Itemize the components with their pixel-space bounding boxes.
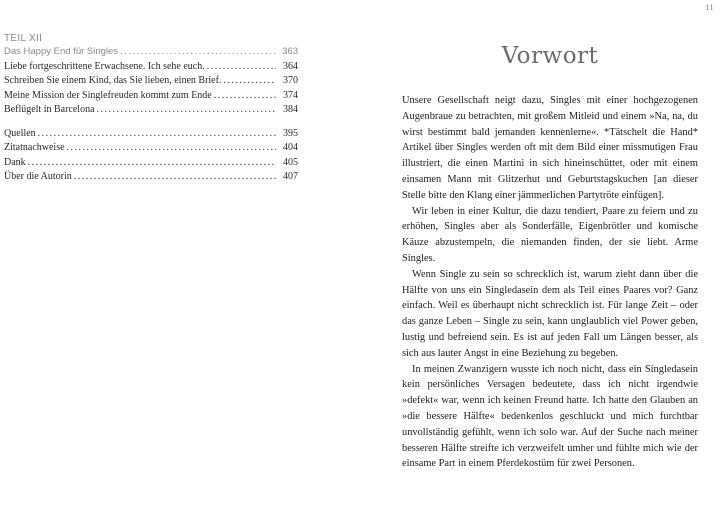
paragraph: In meinen Zwanzigern wusste ich noch nicht, dass ein Singledasein kein persönliches Versagen bedeutete, dass ich nicht irgendwie »defekt« war, wenn ich keinen Freund hatte. Ich hatte den Glauben an »die bessere Hälfte« bedenkenlos geschluckt und mich furchtbar unvollständig gefühlt, wenn ich solo war. Auf der Suche nach meiner besseren Hälfte streifte ich verzweifelt umher und fühlte mich wie der einsame Part in einem Pferdekostüm für zwei Personen. — [402, 363, 698, 470]
toc-leader-dots — [38, 127, 276, 142]
toc-entry-title: Über die Autorin — [4, 171, 72, 182]
toc-entry-page: 363 — [282, 46, 298, 57]
paragraph: Unsere Gesellschaft neigt dazu, Singles mit einer hochgezogenen Augenbraue zu betrachten, mit großem Mitleid und einem »Na, na, du wirst bestimmt bald jemanden kennenlerne«. *Tätschelt die Hand* Artikel über Singles werden oft mit dem Bild einer missmutigen Frau illustriert, die einen Martini in sich hineinschüttet, oder mit einem einsamen Mann mit Glitzerhut und Geburtstagskuchen [an dieser Stelle bitte den Klang einer jämmerlichen Partytröte einfügen]. — [402, 95, 698, 201]
toc-spacer — [4, 118, 298, 127]
toc-leader-dots — [223, 74, 276, 89]
chapter-page — [402, 40, 698, 472]
toc-entry — [4, 89, 298, 104]
toc-leader-dots — [214, 89, 276, 104]
page-number: 11 — [705, 4, 714, 12]
toc-entry-title: Dank — [4, 156, 26, 168]
toc-entry-title: Zitatnachweise — [4, 142, 65, 153]
paragraph: Wenn Single zu sein so schrecklich ist, warum zieht dann über die Hälfte von uns ein Singledasein dem als Teil eines Paares vor? Ganz einfach. Weil es überhaupt nicht schrecklich ist. Für lange Zeit – oder das ganze Leben – Single zu sein, kann unglaublich viel Power geben, lustig und befreiend sein. Es ist auf jeden Fall um Längen besser, als sich aus lauter Angst in eine Beziehung zu begeben. — [402, 268, 698, 359]
toc-leader-dots — [207, 60, 276, 75]
paragraph: Wir leben in einer Kultur, die dazu tendiert, Paare zu feiern und zu erhöhen, Singles aber als Sonderfälle, Eigenbrötler und komische Käuze abzustempeln, die niemanden finden, der sie liebt. Arme Singles. — [402, 205, 698, 264]
toc-entry-title: Beflügelt in Barcelona — [4, 104, 95, 115]
toc-leader-dots — [120, 45, 276, 60]
toc-entry-page: 405 — [283, 156, 298, 168]
toc-entry — [4, 60, 298, 75]
toc-leader-dots — [74, 170, 276, 185]
toc-entry-page: 384 — [283, 104, 298, 115]
toc-entry-title: Meine Mission der Singlefreuden kommt zum Ende — [4, 89, 212, 101]
toc-entry — [4, 74, 298, 89]
toc-entry — [4, 156, 298, 171]
table-of-contents — [4, 33, 298, 185]
toc-entry — [4, 170, 298, 185]
toc-entry-page: 364 — [283, 60, 298, 72]
chapter-title: Vorwort — [501, 43, 599, 69]
toc-entry-page: 407 — [283, 171, 298, 182]
toc-entry — [4, 45, 298, 60]
toc-entry-title: Liebe fortgeschrittene Erwachsene. Ich sehe euch. — [4, 60, 205, 72]
toc-entry-page: 370 — [283, 75, 298, 86]
toc-leader-dots — [28, 156, 276, 171]
toc-entry — [4, 127, 298, 142]
toc-entry-title: Das Happy End für Singles — [4, 46, 119, 57]
toc-entry-page: 374 — [283, 89, 298, 101]
toc-entry-title: Schreiben Sie einem Kind, das Sie lieben, einen Brief. — [4, 75, 222, 86]
toc-entry-title: Quellen — [4, 127, 36, 139]
toc-entry-page: 404 — [283, 142, 298, 153]
toc-part-label: TEIL XII — [4, 33, 43, 44]
toc-leader-dots — [67, 141, 276, 156]
toc-entry-page: 395 — [283, 127, 298, 139]
toc-leader-dots — [97, 103, 276, 118]
toc-entry — [4, 103, 298, 118]
toc-entry — [4, 141, 298, 156]
